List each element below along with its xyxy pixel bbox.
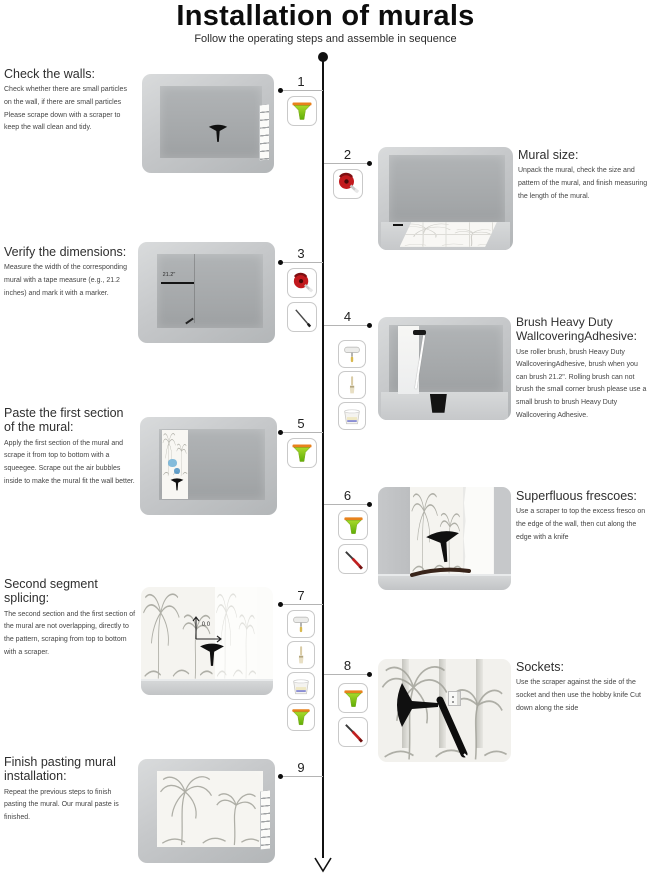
step-2-body: Unpack the mural, check the size and pattern of the mural, and finish measuring the length of the mural. — [518, 167, 648, 200]
step-8-connector — [324, 657, 371, 675]
step-7-number: 7 — [297, 588, 305, 603]
step-7-illustration — [141, 587, 273, 695]
dimension-label: 21.2" — [162, 272, 176, 279]
step-3-text — [4, 245, 137, 300]
step-4-tools — [338, 340, 366, 430]
squeegee-icon — [287, 438, 317, 468]
step-1-heading: Check the walls: — [4, 67, 96, 81]
step-8-heading: Sockets: — [516, 660, 564, 674]
room-back-wall — [157, 254, 263, 328]
step-5-body: Apply the first section of the mural and scrape it from top to bottom with a squeegee. Scrape out the air bubbles inside to make the mural fit the wall better. — [4, 439, 135, 485]
scraper-glyph — [199, 643, 225, 667]
step-6-connector — [324, 487, 371, 505]
bucket-icon — [287, 672, 315, 700]
knife-icon — [338, 544, 368, 574]
step-3-number: 3 — [297, 246, 305, 261]
step-3-tools — [287, 268, 317, 332]
room-floor — [141, 679, 273, 695]
step-9-text — [4, 755, 135, 825]
step-7-heading: Second segment splicing: — [4, 577, 98, 606]
step-4-heading: Brush Heavy Duty WallcoveringAdhesive: — [516, 315, 637, 343]
step-7-tools — [287, 610, 315, 731]
step-3-illustration — [138, 242, 275, 343]
step-9-number: 9 — [297, 760, 305, 775]
step-8-tools — [338, 683, 368, 747]
step-4-illustration — [378, 317, 511, 420]
marker-icon — [287, 302, 317, 332]
step-8-illustration — [378, 659, 511, 762]
roller-icon — [287, 610, 315, 638]
bucket-glyph — [430, 394, 447, 413]
tape-measure-icon — [287, 268, 317, 298]
step-2-tools — [333, 169, 363, 199]
step-2-number: 2 — [343, 147, 352, 162]
room-back-wall — [160, 86, 262, 158]
step-6-text — [516, 489, 650, 544]
roller-icon — [338, 340, 366, 368]
knife-glyph — [434, 696, 470, 758]
page-subtitle: Follow the operating steps and assemble in sequence — [194, 33, 457, 45]
step-6-body: Use a scraper to top the excess fresco on the edge of the wall, then cut along the edge with a knife — [516, 508, 646, 541]
step-3-heading: Verify the dimensions: — [4, 245, 127, 259]
finished-mural-wall — [157, 771, 263, 847]
step-2-illustration — [378, 147, 513, 250]
step-8-body: Use the scraper against the side of the socket and then use the hobby knife Cut down along the side — [516, 679, 641, 712]
step-5-illustration — [140, 417, 277, 515]
step-6-number: 6 — [343, 488, 352, 503]
step-4-text — [516, 316, 650, 422]
step-1-number: 1 — [297, 74, 305, 89]
brush-icon — [287, 641, 315, 669]
scraper-glyph — [208, 124, 228, 143]
step-4-connector — [324, 308, 371, 326]
scraper-glyph — [170, 478, 184, 491]
squeegee-icon — [287, 703, 315, 731]
step-1-body: Check whether there are small particles on the wall, if there are small particles Please scrape down with a scraper to keep the wall clean and tidy. — [4, 86, 127, 132]
timeline-arrow-icon — [313, 856, 333, 873]
ladder — [259, 104, 269, 160]
step-3-connector — [279, 245, 323, 263]
step-4-number: 4 — [343, 309, 352, 324]
scraper-glyph — [424, 528, 464, 566]
step-7-text — [4, 577, 137, 659]
squeegee-icon — [287, 96, 317, 126]
step-9-body: Repeat the previous steps to finish pasting the mural. Our mural paste is finished. — [4, 788, 119, 821]
squeegee-icon — [338, 510, 368, 540]
step-8-text — [516, 660, 650, 715]
step-2-connector — [324, 146, 371, 164]
step-8-number: 8 — [343, 658, 352, 673]
step-5-connector — [279, 415, 323, 433]
step-6-illustration — [378, 487, 511, 590]
step-5-number: 5 — [297, 416, 305, 431]
mural-sheets-on-floor — [400, 222, 497, 247]
step-5-text — [4, 406, 135, 488]
knife-icon — [338, 717, 368, 747]
step-6-tools — [338, 510, 368, 574]
step-2-text — [518, 148, 649, 203]
marker-glyph — [393, 224, 403, 226]
excess-mural-strip — [463, 487, 494, 576]
step-1-tools — [287, 96, 317, 126]
step-9-heading: Finish pasting mural installation: — [4, 755, 116, 784]
step-4-body: Use roller brush, brush Heavy Duty WallcoveringAdhesive, brush when you can brush 21.2". Rolling brush can not brush the small corner brush please use a small brush to brush Heavy Duty Wallcovering Adhesive. — [516, 348, 647, 419]
step-7-body: The second section and the first section of the mural are not overlapping, directly to the pattern, scraping from top to bottom with a scraper. — [4, 610, 136, 656]
ladder — [260, 791, 270, 850]
page-title: Installation of murals — [176, 0, 475, 32]
brush-icon — [338, 371, 366, 399]
step-1-connector — [279, 73, 323, 91]
timeline-line — [322, 57, 324, 858]
step-3-body: Measure the width of the corresponding mural with a tape measure (e.g., 21.2 inches) and mark it with a marker. — [4, 264, 127, 297]
step-7-connector — [279, 587, 323, 605]
step-1-text — [4, 67, 135, 135]
knife-glyph — [410, 565, 472, 579]
step-9-illustration — [138, 759, 275, 863]
tape-measure-icon — [333, 169, 363, 199]
room-back-wall — [389, 155, 505, 223]
dimension-line — [161, 282, 194, 284]
step-6-heading: Superfluous frescoes: — [516, 489, 637, 503]
squeegee-icon — [338, 683, 368, 713]
step-1-illustration — [142, 74, 274, 173]
step-9-connector — [279, 759, 323, 777]
bucket-icon — [338, 402, 366, 430]
alignment-label: 0.0 — [201, 621, 211, 628]
step-5-tools — [287, 438, 317, 468]
step-5-heading: Paste the first section of the mural: — [4, 406, 124, 435]
step-2-heading: Mural size: — [518, 148, 579, 162]
